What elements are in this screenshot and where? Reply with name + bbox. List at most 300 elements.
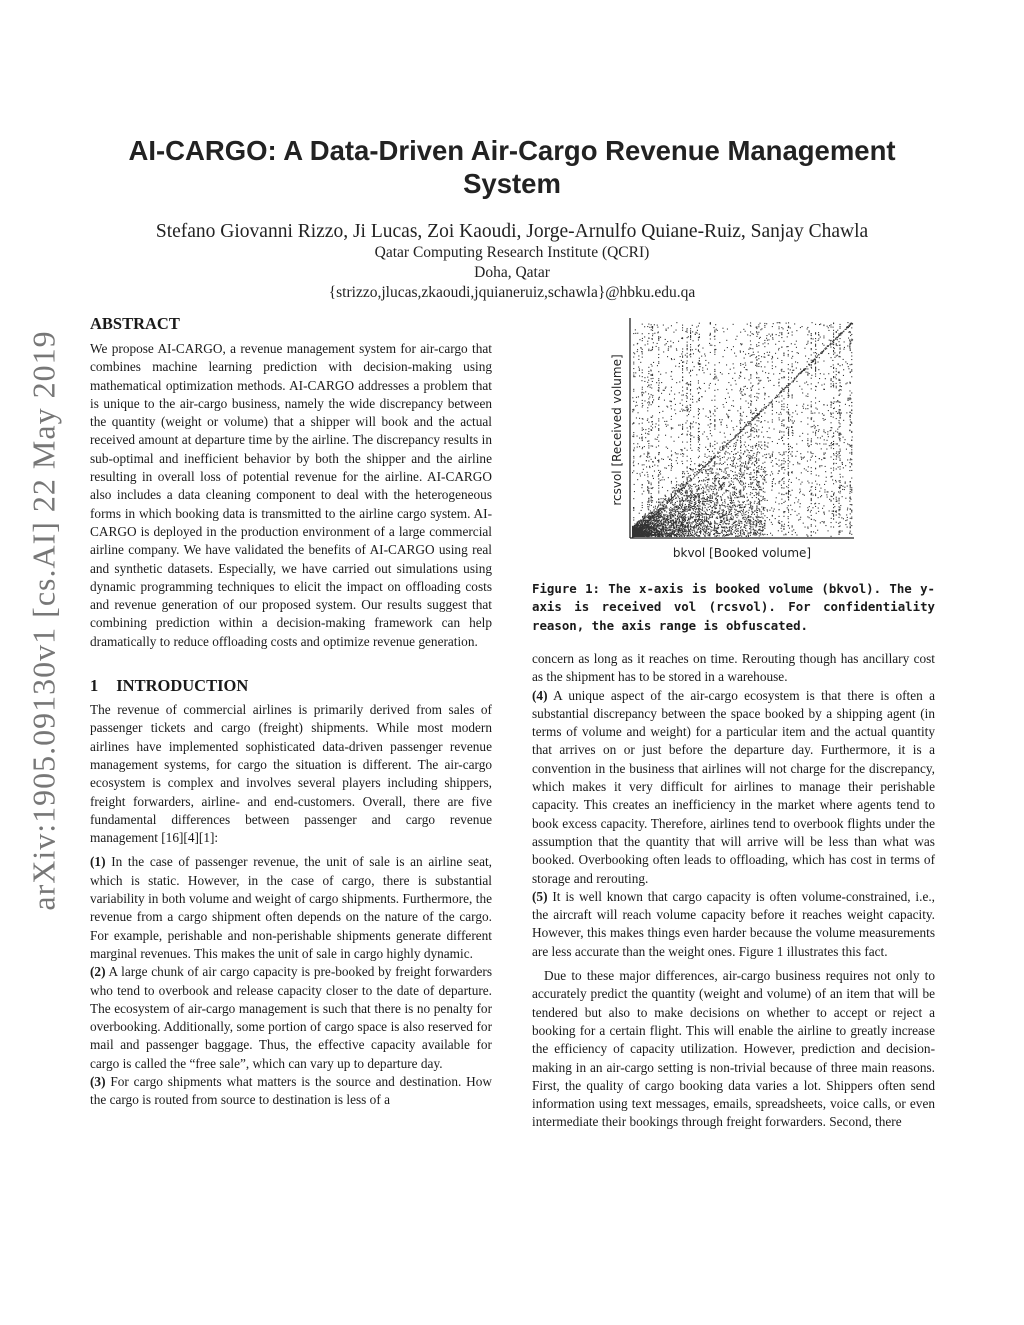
scatter-point — [714, 502, 715, 503]
scatter-point — [759, 503, 760, 504]
scatter-point — [728, 458, 729, 459]
scatter-point — [756, 344, 757, 345]
scatter-point — [692, 491, 693, 492]
scatter-point — [840, 423, 841, 424]
scatter-point — [687, 357, 688, 358]
scatter-point — [734, 497, 735, 498]
scatter-point — [652, 401, 653, 402]
scatter-point — [792, 335, 793, 336]
scatter-point — [690, 336, 691, 337]
scatter-point — [682, 453, 683, 454]
scatter-point — [700, 521, 701, 522]
scatter-point — [682, 357, 683, 358]
scatter-point — [710, 468, 711, 469]
scatter-point — [744, 532, 745, 533]
scatter-point — [736, 463, 737, 464]
scatter-point — [751, 521, 752, 522]
scatter-point — [779, 417, 780, 418]
scatter-point — [651, 513, 652, 514]
scatter-point — [740, 365, 741, 366]
scatter-point — [704, 518, 705, 519]
scatter-point — [748, 484, 749, 485]
scatter-point — [705, 525, 706, 526]
scatter-point — [760, 475, 761, 476]
affiliation-location: Doha, Qatar — [474, 264, 550, 281]
scatter-point — [712, 468, 713, 469]
scatter-point — [647, 326, 648, 327]
scatter-point — [641, 521, 642, 522]
scatter-point — [648, 499, 649, 500]
scatter-point — [752, 448, 753, 449]
scatter-point — [667, 515, 668, 516]
scatter-point — [698, 481, 699, 482]
scatter-point — [833, 334, 834, 335]
scatter-point — [633, 333, 634, 334]
scatter-point — [850, 513, 851, 514]
scatter-point — [732, 505, 733, 506]
scatter-point — [781, 362, 782, 363]
scatter-point — [833, 344, 834, 345]
scatter-point — [758, 487, 759, 488]
scatter-point — [792, 456, 793, 457]
scatter-point — [756, 373, 757, 374]
scatter-point — [716, 502, 717, 503]
scatter-point — [783, 443, 784, 444]
scatter-point — [779, 466, 780, 467]
scatter-point — [756, 507, 757, 508]
scatter-point — [738, 459, 739, 460]
scatter-point — [831, 500, 832, 501]
scatter-point — [807, 408, 808, 409]
scatter-point — [737, 511, 738, 512]
scatter-point — [732, 471, 733, 472]
scatter-point — [760, 520, 761, 521]
scatter-point — [831, 416, 832, 417]
scatter-point — [651, 378, 652, 379]
scatter-point — [669, 532, 670, 533]
scatter-point — [665, 535, 666, 536]
scatter-point — [815, 341, 816, 342]
scatter-point — [764, 342, 765, 343]
scatter-point — [759, 526, 760, 527]
scatter-point — [764, 500, 765, 501]
scatter-point — [823, 325, 824, 326]
scatter-point — [733, 456, 734, 457]
scatter-point — [811, 515, 812, 516]
scatter-point — [647, 489, 648, 490]
scatter-point — [748, 437, 749, 438]
scatter-point — [833, 351, 834, 352]
scatter-point — [710, 433, 711, 434]
scatter-point — [674, 490, 675, 491]
scatter-point — [735, 477, 736, 478]
scatter-point — [840, 522, 841, 523]
scatter-point — [740, 389, 741, 390]
scatter-point — [633, 450, 634, 451]
scatter-point — [721, 522, 722, 523]
scatter-point — [764, 454, 765, 455]
scatter-point — [679, 536, 680, 537]
scatter-point — [725, 531, 726, 532]
scatter-point — [722, 457, 723, 458]
scatter-point — [811, 453, 812, 454]
scatter-point — [660, 529, 661, 530]
scatter-point — [736, 529, 737, 530]
scatter-point — [633, 517, 634, 518]
scatter-point — [836, 468, 837, 469]
scatter-point — [710, 419, 711, 420]
scatter-point — [717, 469, 718, 470]
scatter-point — [811, 335, 812, 336]
scatter-point — [680, 501, 681, 502]
scatter-point — [741, 496, 742, 497]
scatter-point — [748, 450, 749, 451]
scatter-point — [772, 460, 773, 461]
scatter-point — [707, 498, 708, 499]
author-list: Stefano Giovanni Rizzo, Ji Lucas, Zoi Kaoudi, Jorge-Arnulfo Quiane-Ruiz, Sanjay Chawla — [155, 221, 869, 242]
scatter-point — [726, 532, 727, 533]
scatter-point — [732, 494, 733, 495]
scatter-point — [850, 527, 851, 528]
scatter-point — [783, 516, 784, 517]
scatter-point — [648, 532, 649, 533]
scatter-point — [658, 441, 659, 442]
scatter-point — [655, 523, 656, 524]
scatter-point — [735, 505, 736, 506]
scatter-point — [633, 443, 634, 444]
scatter-point — [788, 481, 789, 482]
scatter-point — [815, 371, 816, 372]
scatter-point — [682, 477, 683, 478]
scatter-point — [702, 507, 703, 508]
scatter-point — [758, 484, 759, 485]
scatter-point — [699, 532, 700, 533]
scatter-point — [733, 461, 734, 462]
scatter-point — [761, 507, 762, 508]
scatter-point — [728, 482, 729, 483]
scatter-point — [851, 534, 852, 535]
scatter-point — [758, 522, 759, 523]
scatter-point — [687, 442, 688, 443]
scatter-point — [727, 534, 728, 535]
scatter-point — [764, 507, 765, 508]
scatter-point — [678, 485, 679, 486]
scatter-point — [676, 487, 677, 488]
scatter-point — [660, 505, 661, 506]
scatter-point — [740, 535, 741, 536]
scatter-point — [750, 405, 751, 406]
scatter-point — [689, 495, 690, 496]
scatter-point — [685, 491, 686, 492]
scatter-point — [658, 454, 659, 455]
scatter-point — [674, 504, 675, 505]
scatter-point — [807, 471, 808, 472]
scatter-point — [756, 493, 757, 494]
scatter-point — [833, 507, 834, 508]
scatter-point — [815, 532, 816, 533]
scatter-point — [714, 477, 715, 478]
scatter-point — [734, 459, 735, 460]
scatter-point — [699, 502, 700, 503]
scatter-point — [706, 520, 707, 521]
scatter-point — [850, 415, 851, 416]
scatter-point — [833, 372, 834, 373]
scatter-point — [781, 395, 782, 396]
scatter-point — [654, 533, 655, 534]
scatter-point — [741, 536, 742, 537]
scatter-point — [671, 325, 672, 326]
scatter-point — [757, 494, 758, 495]
left-column — [90, 314, 492, 1110]
scatter-point — [751, 509, 752, 510]
scatter-point — [746, 467, 747, 468]
scatter-point — [764, 404, 765, 405]
scatter-point — [740, 484, 741, 485]
scatter-point — [781, 327, 782, 328]
scatter-point — [663, 498, 664, 499]
scatter-point — [722, 505, 723, 506]
scatter-point — [738, 436, 739, 437]
scatter-point — [815, 332, 816, 333]
scatter-point — [714, 504, 715, 505]
scatter-point — [692, 517, 693, 518]
scatter-point — [831, 383, 832, 384]
scatter-point — [716, 531, 717, 532]
scatter-point — [762, 479, 763, 480]
scatter-point — [689, 484, 690, 485]
scatter-point — [690, 535, 691, 536]
scatter-point — [698, 504, 699, 505]
scatter-point — [745, 512, 746, 513]
scatter-point — [721, 484, 722, 485]
scatter-point — [706, 521, 707, 522]
scatter-point — [739, 470, 740, 471]
scatter-point — [783, 391, 784, 392]
scatter-point — [738, 533, 739, 534]
scatter-point — [700, 533, 701, 534]
scatter-point — [759, 509, 760, 510]
scatter-point — [743, 487, 744, 488]
scatter-point — [807, 527, 808, 528]
scatter-point — [704, 501, 705, 502]
scatter-point — [701, 498, 702, 499]
scatter-point — [665, 498, 666, 499]
scatter-point — [692, 530, 693, 531]
scatter-point — [840, 326, 841, 327]
scatter-point — [772, 326, 773, 327]
scatter-point — [731, 499, 732, 500]
scatter-point — [708, 518, 709, 519]
scatter-point — [815, 367, 816, 368]
scatter-point — [756, 458, 757, 459]
scatter-point — [730, 500, 731, 501]
scatter-point — [677, 501, 678, 502]
scatter-point — [696, 527, 697, 528]
scatter-point — [690, 427, 691, 428]
scatter-point — [737, 466, 738, 467]
scatter-point — [831, 366, 832, 367]
scatter-point — [691, 486, 692, 487]
scatter-point — [710, 500, 711, 501]
scatter-point — [840, 485, 841, 486]
scatter-point — [703, 469, 704, 470]
scatter-point — [694, 507, 695, 508]
scatter-point — [751, 456, 752, 457]
scatter-point — [788, 389, 789, 390]
scatter-point — [707, 525, 708, 526]
scatter-point — [653, 520, 654, 521]
scatter-point — [714, 421, 715, 422]
scatter-point — [756, 363, 757, 364]
scatter-point — [756, 523, 757, 524]
scatter-point — [788, 452, 789, 453]
scatter-point — [724, 445, 725, 446]
scatter-point — [811, 535, 812, 536]
scatter-point — [714, 522, 715, 523]
scatter-point — [690, 444, 691, 445]
scatter-point — [670, 514, 671, 515]
scatter-point — [659, 508, 660, 509]
scatter-point — [671, 387, 672, 388]
scatter-point — [788, 458, 789, 459]
scatter-point — [781, 337, 782, 338]
scatter-point — [760, 447, 761, 448]
scatter-point — [655, 517, 656, 518]
scatter-point — [687, 479, 688, 480]
scatter-point — [647, 506, 648, 507]
scatter-point — [667, 530, 668, 531]
scatter-point — [761, 500, 762, 501]
scatter-point — [850, 341, 851, 342]
scatter-point — [698, 435, 699, 436]
scatter-point — [732, 464, 733, 465]
scatter-point — [833, 336, 834, 337]
scatter-point — [698, 411, 699, 412]
scatter-point — [671, 531, 672, 532]
scatter-point — [727, 464, 728, 465]
scatter-point — [743, 454, 744, 455]
scatter-point — [689, 489, 690, 490]
scatter-point — [710, 374, 711, 375]
scatter-point — [714, 330, 715, 331]
scatter-point — [747, 500, 748, 501]
scatter-point — [658, 340, 659, 341]
scatter-point — [811, 411, 812, 412]
scatter-point — [754, 479, 755, 480]
scatter-point — [696, 486, 697, 487]
scatter-point — [714, 507, 715, 508]
scatter-point — [666, 505, 667, 506]
scatter-point — [723, 463, 724, 464]
scatter-point — [752, 462, 753, 463]
scatter-point — [756, 331, 757, 332]
scatter-point — [732, 482, 733, 483]
scatter-point — [704, 511, 705, 512]
scatter-point — [647, 533, 648, 534]
scatter-point — [740, 470, 741, 471]
scatter-point — [807, 451, 808, 452]
scatter-point — [646, 520, 647, 521]
scatter-point — [788, 438, 789, 439]
scatter-point — [671, 535, 672, 536]
scatter-point — [757, 531, 758, 532]
scatter-point — [676, 536, 677, 537]
scatter-point — [666, 525, 667, 526]
scatter-point — [751, 463, 752, 464]
section-number: 1 — [90, 676, 99, 696]
scatter-point — [698, 506, 699, 507]
scatter-point — [836, 386, 837, 387]
scatter-point — [682, 351, 683, 352]
scatter-point — [807, 516, 808, 517]
scatter-point — [740, 458, 741, 459]
scatter-point — [851, 478, 852, 479]
scatter-point — [762, 463, 763, 464]
scatter-point — [645, 530, 646, 531]
scatter-point — [698, 527, 699, 528]
scatter-point — [836, 499, 837, 500]
scatter-point — [716, 505, 717, 506]
scatter-point — [690, 439, 691, 440]
scatter-point — [670, 511, 671, 512]
scatter-point — [709, 534, 710, 535]
scatter-point — [850, 459, 851, 460]
scatter-point — [710, 515, 711, 516]
scatter-point — [693, 521, 694, 522]
scatter-point — [664, 522, 665, 523]
scatter-point — [651, 374, 652, 375]
scatter-point — [745, 517, 746, 518]
scatter-point — [648, 481, 649, 482]
scatter-point — [704, 528, 705, 529]
scatter-point — [756, 489, 757, 490]
scatter-point — [839, 517, 840, 518]
scatter-point — [748, 499, 749, 500]
scatter-point — [658, 492, 659, 493]
scatter-point — [642, 521, 643, 522]
scatter-point — [720, 463, 721, 464]
scatter-point — [658, 525, 659, 526]
scatter-point — [683, 500, 684, 501]
scatter-point — [840, 365, 841, 366]
scatter-point — [690, 522, 691, 523]
scatter-point — [750, 435, 751, 436]
scatter-point — [690, 375, 691, 376]
scatter-point — [756, 509, 757, 510]
scatter-point — [669, 498, 670, 499]
scatter-point — [730, 509, 731, 510]
scatter-point — [758, 380, 759, 381]
scatter-point — [699, 496, 700, 497]
scatter-point — [697, 505, 698, 506]
scatter-point — [762, 527, 763, 528]
scatter-point — [723, 483, 724, 484]
scatter-point — [696, 497, 697, 498]
scatter-point — [668, 519, 669, 520]
scatter-point — [779, 483, 780, 484]
scatter-point — [727, 478, 728, 479]
scatter-point — [788, 420, 789, 421]
scatter-point — [710, 494, 711, 495]
scatter-point — [833, 342, 834, 343]
scatter-point — [735, 474, 736, 475]
scatter-point — [714, 521, 715, 522]
scatter-point — [850, 332, 851, 333]
scatter-point — [726, 468, 727, 469]
scatter-point — [734, 488, 735, 489]
scatter-point — [651, 512, 652, 513]
scatter-point — [672, 519, 673, 520]
